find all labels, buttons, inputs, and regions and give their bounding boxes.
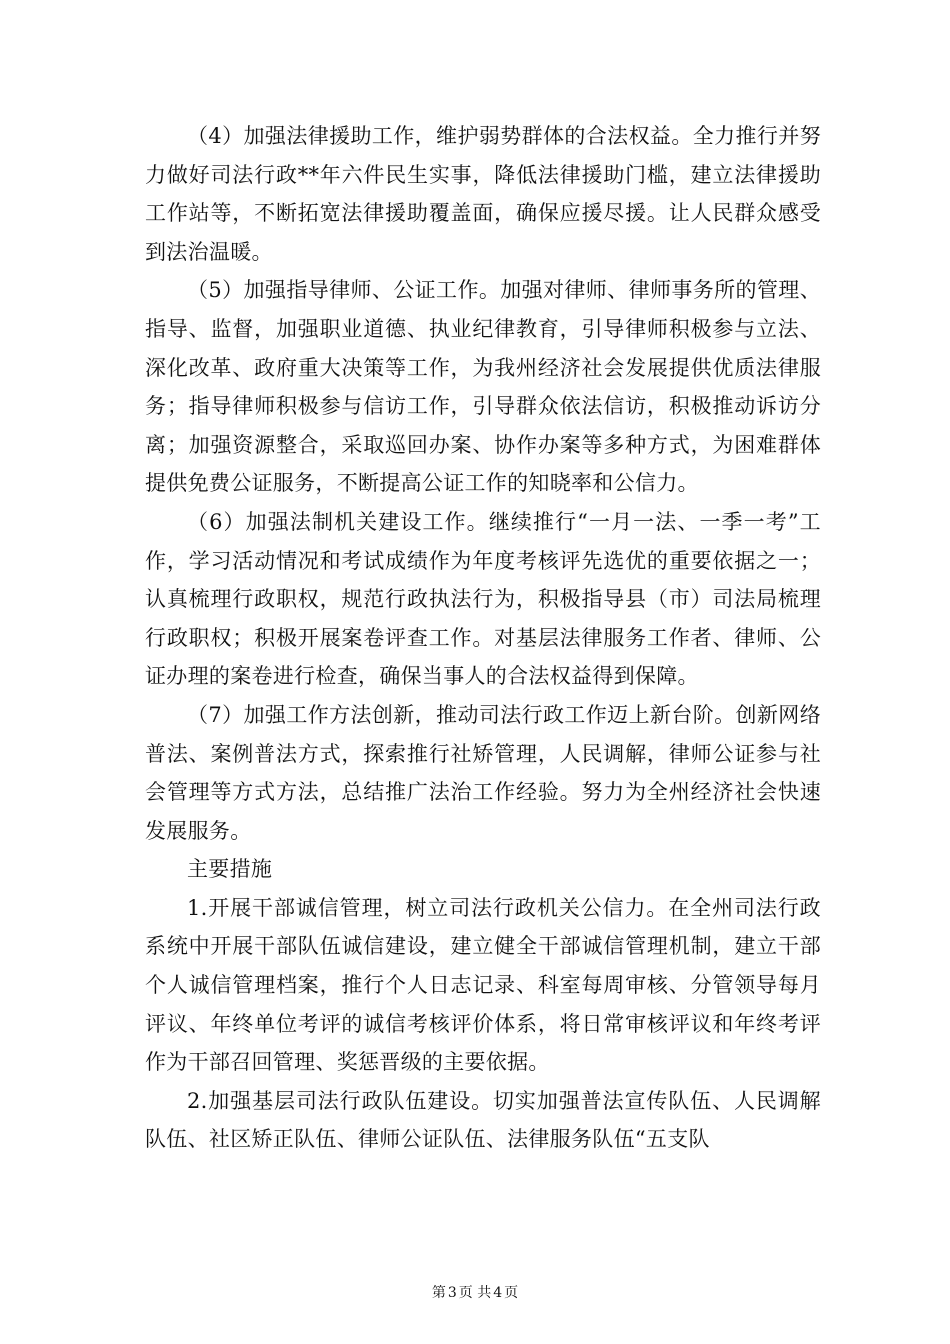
footer-prefix: 第	[431, 1285, 446, 1301]
total-page-number: 4	[493, 1285, 503, 1301]
footer-middle: 页 共	[458, 1285, 492, 1301]
paragraph-lawyer-notary: （5）加强指导律师、公证工作。加强对律师、律师事务所的管理、指导、监督，加强职业道德、执业纪律教育，引导律师积极参与立法、深化改革、政府重大决策等工作，为我州经济社会发展提供优质法律服务；指导律师积极参与信访工作，引导群众依法信访，积极推动诉访分离；加强资源整合，采取巡回办案、协作办案等多种方式，为困难群体提供免费公证服务，不断提高公证工作的知晓率和公信力。	[145, 278, 821, 496]
paragraph-legal-aid: （4）加强法律援助工作，维护弱势群体的合法权益。全力推行并努力做好司法行政**年六件民生实事，降低法律援助门槛，建立法律援助工作站等，不断拓宽法律援助覆盖面，确保应援尽援。让人民群众感受到法治温暖。	[145, 124, 821, 264]
current-page-number: 3	[447, 1285, 457, 1301]
measure-item-team-building: 2.加强基层司法行政队伍建设。切实加强普法宣传队伍、人民调解队伍、社区矫正队伍、律师公证队伍、法律服务队伍“五支队	[145, 1088, 821, 1152]
paragraph-legal-institution: （6）加强法制机关建设工作。继续推行“一月一法、一季一考”工作，学习活动情况和考试成绩作为年度考核评先选优的重要依据之一；认真梳理行政职权，规范行政执法行为，积极指导县（市）司法局梳理行政职权；积极开展案卷评查工作。对基层法律服务工作者、律师、公证办理的案卷进行检查，确保当事人的合法权益得到保障。	[145, 509, 821, 689]
section-heading-main-measures: 主要措施	[187, 857, 273, 882]
page-footer	[0, 1283, 950, 1303]
footer-suffix: 页	[504, 1285, 519, 1301]
document-body	[145, 117, 821, 1159]
measure-item-integrity: 1.开展干部诚信管理，树立司法行政机关公信力。在全州司法行政系统中开展干部队伍诚信建设，建立健全干部诚信管理机制，建立干部个人诚信管理档案，推行个人日志记录、科室每周审核、分管领导每月评议、年终单位考评的诚信考核评价体系，将日常审核评议和年终考评作为干部召回管理、奖惩晋级的主要依据。	[145, 895, 821, 1075]
paragraph-method-innovation: （7）加强工作方法创新，推动司法行政工作迈上新台阶。创新网络普法、案例普法方式，探索推行社矫管理，人民调解，律师公证参与社会管理等方式方法，总结推广法治工作经验。努力为全州经济社会快速发展服务。	[145, 702, 821, 843]
